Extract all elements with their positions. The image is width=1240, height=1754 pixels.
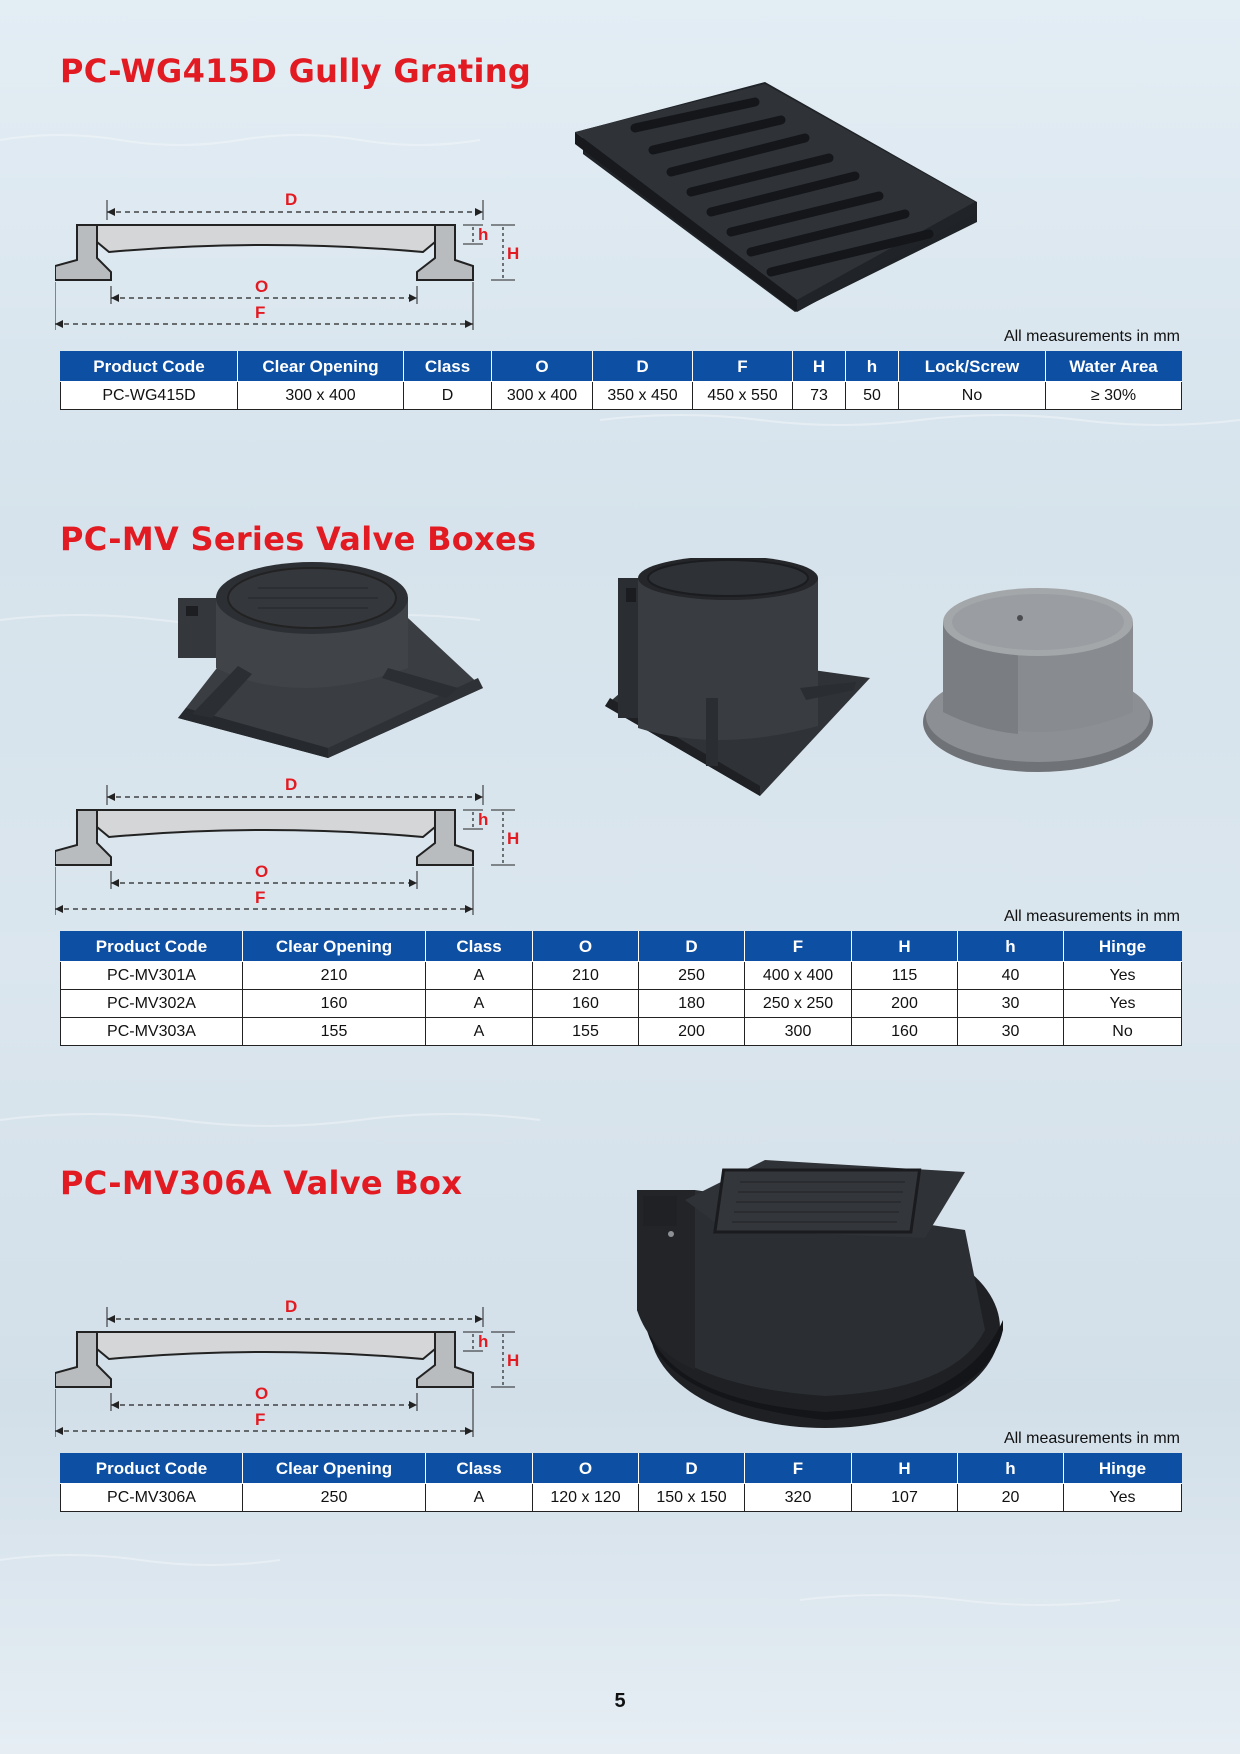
table-cell: Yes	[1064, 962, 1182, 990]
table-cell: 107	[852, 1484, 958, 1512]
table-cell: ≥ 30%	[1046, 382, 1182, 410]
header-cell: Water Area	[1046, 352, 1182, 382]
table-cell: 250	[243, 1484, 426, 1512]
table-cell: 300	[745, 1018, 852, 1046]
measurement-note: All measurements in mm	[1003, 328, 1180, 345]
valve-box-mv306a-photo	[625, 1160, 1005, 1430]
cross-section-diagram	[55, 190, 575, 330]
header-cell: D	[639, 1454, 745, 1484]
table-cell: 30	[958, 990, 1064, 1018]
table-cell: 155	[533, 1018, 639, 1046]
label-small-h: h	[478, 810, 489, 829]
table-cell: PC-MV303A	[61, 1018, 243, 1046]
table-cell: 400 x 400	[745, 962, 852, 990]
valve-box-tall-photo	[600, 558, 870, 798]
label-f: F	[255, 888, 266, 907]
label-small-h: h	[478, 1332, 489, 1351]
table-cell: 40	[958, 962, 1064, 990]
table-cell: 200	[639, 1018, 745, 1046]
header-cell: F	[745, 932, 852, 962]
header-cell: O	[533, 1454, 639, 1484]
table-cell: 160	[852, 1018, 958, 1046]
measurement-note: All measurements in mm	[1003, 908, 1180, 925]
header-cell: F	[693, 352, 793, 382]
table-cell: 320	[745, 1484, 852, 1512]
label-d: D	[285, 190, 298, 209]
table-cell: PC-WG415D	[61, 382, 238, 410]
header-cell: Class	[404, 352, 492, 382]
header-cell: h	[958, 932, 1064, 962]
spec-table	[60, 931, 1182, 1046]
label-o: O	[255, 277, 269, 296]
table-cell: 155	[243, 1018, 426, 1046]
header-cell: Product Code	[61, 1454, 243, 1484]
header-cell: H	[793, 352, 846, 382]
spec-table	[60, 351, 1182, 410]
table-header-row	[61, 932, 1182, 962]
gully-grating-photo	[565, 82, 985, 312]
table-cell: 210	[243, 962, 426, 990]
header-cell: Clear Opening	[243, 1454, 426, 1484]
table-cell: 300 x 400	[492, 382, 593, 410]
table-cell: 450 x 550	[693, 382, 793, 410]
header-cell: F	[745, 1454, 852, 1484]
table-row	[61, 962, 1182, 990]
header-cell: Clear Opening	[238, 352, 404, 382]
cross-section-diagram	[55, 1297, 575, 1437]
header-cell: Hinge	[1064, 1454, 1182, 1484]
page-number: 5	[614, 1690, 626, 1712]
valve-box-round-photo	[918, 582, 1158, 782]
label-big-h: H	[507, 244, 520, 263]
table-cell: A	[426, 990, 533, 1018]
table-cell: 73	[793, 382, 846, 410]
header-cell: D	[639, 932, 745, 962]
header-cell: Product Code	[61, 352, 238, 382]
cross-section-diagram	[55, 775, 575, 915]
header-cell: Hinge	[1064, 932, 1182, 962]
header-cell: H	[852, 932, 958, 962]
table-header-row	[61, 1454, 1182, 1484]
table-row	[61, 1018, 1182, 1046]
table-cell: PC-MV302A	[61, 990, 243, 1018]
table-cell: No	[899, 382, 1046, 410]
table-row	[61, 1484, 1182, 1512]
table-cell: Yes	[1064, 990, 1182, 1018]
table-cell: 200	[852, 990, 958, 1018]
spec-table	[60, 1453, 1182, 1512]
table-cell: 350 x 450	[593, 382, 693, 410]
measurement-note: All measurements in mm	[1003, 1430, 1180, 1447]
table-cell: Yes	[1064, 1484, 1182, 1512]
table-cell: 250 x 250	[745, 990, 852, 1018]
table-cell: 250	[639, 962, 745, 990]
section-title: PC-MV Series Valve Boxes	[60, 520, 537, 558]
table-cell: No	[1064, 1018, 1182, 1046]
label-big-h: H	[507, 1351, 520, 1370]
section-title: PC-MV306A Valve Box	[60, 1164, 463, 1202]
table-cell: 180	[639, 990, 745, 1018]
label-o: O	[255, 1384, 269, 1403]
header-cell: Product Code	[61, 932, 243, 962]
table-cell: 30	[958, 1018, 1064, 1046]
label-big-h: H	[507, 829, 520, 848]
header-cell: Class	[426, 932, 533, 962]
table-row	[61, 382, 1182, 410]
table-cell: PC-MV306A	[61, 1484, 243, 1512]
label-d: D	[285, 1297, 298, 1316]
table-cell: 150 x 150	[639, 1484, 745, 1512]
table-cell: 115	[852, 962, 958, 990]
table-cell: 120 x 120	[533, 1484, 639, 1512]
section-title: PC-WG415D Gully Grating	[60, 52, 532, 90]
valve-box-square-photo	[178, 558, 488, 758]
table-cell: 210	[533, 962, 639, 990]
table-cell: 50	[846, 382, 899, 410]
header-cell: D	[593, 352, 693, 382]
header-cell: Clear Opening	[243, 932, 426, 962]
header-cell: H	[852, 1454, 958, 1484]
table-cell: 20	[958, 1484, 1064, 1512]
header-cell: Lock/Screw	[899, 352, 1046, 382]
header-cell: Class	[426, 1454, 533, 1484]
label-small-h: h	[478, 225, 489, 244]
table-cell: 160	[243, 990, 426, 1018]
label-f: F	[255, 303, 266, 322]
header-cell: O	[492, 352, 593, 382]
label-f: F	[255, 1410, 266, 1429]
table-cell: A	[426, 1484, 533, 1512]
table-cell: PC-MV301A	[61, 962, 243, 990]
table-cell: 160	[533, 990, 639, 1018]
table-cell: A	[426, 962, 533, 990]
table-row	[61, 990, 1182, 1018]
header-cell: O	[533, 932, 639, 962]
table-cell: A	[426, 1018, 533, 1046]
table-cell: 300 x 400	[238, 382, 404, 410]
header-cell: h	[958, 1454, 1064, 1484]
table-cell: D	[404, 382, 492, 410]
table-header-row	[61, 352, 1182, 382]
header-cell: h	[846, 352, 899, 382]
label-d: D	[285, 775, 298, 794]
label-o: O	[255, 862, 269, 881]
